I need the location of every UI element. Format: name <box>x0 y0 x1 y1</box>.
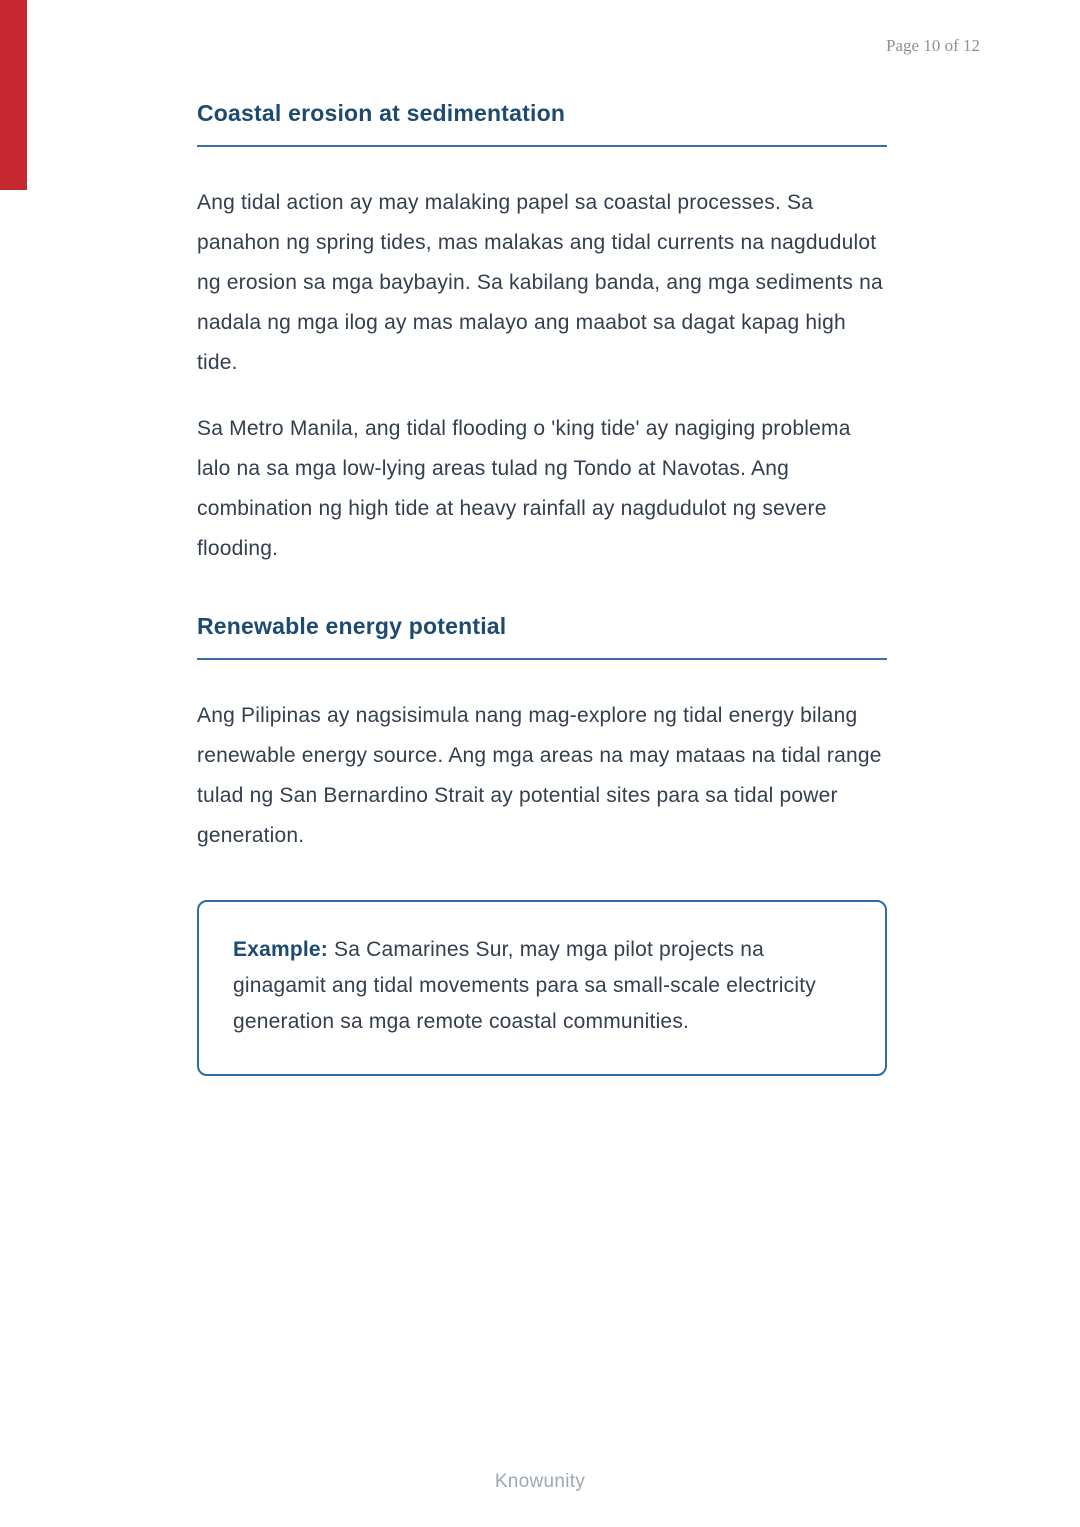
section-heading-renewable-energy: Renewable energy potential <box>197 613 887 660</box>
paragraph-tidal-action: Ang tidal action ay may malaking papel sa coastal processes. Sa panahon ng spring tides, mas malakas ang tidal currents na nagdudulot ng erosion sa mga baybayin. Sa kabilang banda, ang mga sediments na nadala ng mga ilog ay mas malayo ang maabot sa dagat kapag high tide. <box>197 191 883 374</box>
example-text: Sa Camarines Sur, may mga pilot projects na ginagamit ang tidal movements para sa small-scale electricity generation sa mga remote coastal communities. <box>233 938 816 1033</box>
paragraph-metro-manila: Sa Metro Manila, ang tidal flooding o 'king tide' ay nagiging problema lalo na sa mga low-lying areas tulad ng Tondo at Navotas. Ang combination ng high tide at heavy rainfall ay nagdudulot ng severe flooding. <box>197 417 851 560</box>
footer-brand: Knowunity <box>494 1471 586 1492</box>
red-ribbon-accent <box>0 0 27 190</box>
page-number: Page 10 of 12 <box>886 36 980 55</box>
section-heading-coastal-erosion: Coastal erosion at sedimentation <box>197 100 887 147</box>
section-renewable-energy <box>197 613 887 856</box>
example-label: Example: <box>233 938 328 961</box>
example-callout-box <box>197 900 887 1076</box>
document-content <box>197 100 887 1076</box>
section-coastal-erosion <box>197 100 887 569</box>
paragraph-tidal-energy: Ang Pilipinas ay nagsisimula nang mag-explore ng tidal energy bilang renewable energy source. Ang mga areas na may mataas na tidal range tulad ng San Bernardino Strait ay potential sites para sa tidal power generation. <box>197 704 882 847</box>
